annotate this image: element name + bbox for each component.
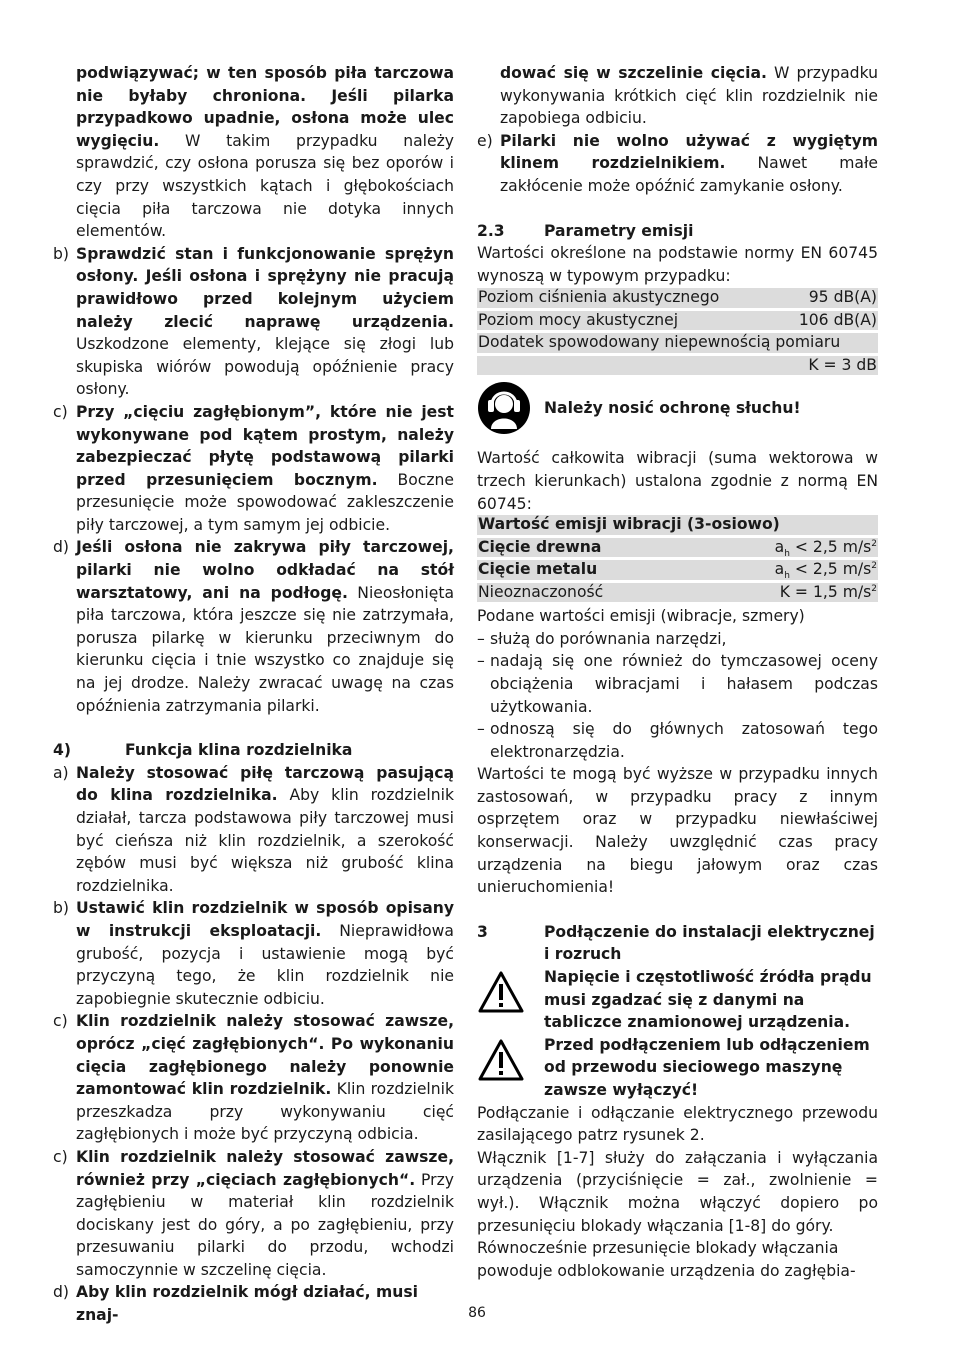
hearing-protection-icon [477, 381, 531, 442]
list-item: – odnoszą się do głównych zatosowań tego elektronarzędzia. [477, 720, 878, 761]
list-item-c: c) Przy „cięciu zagłębionym”, które nie jest wykonywane pod kątem prostym, należy zabezpieczać płytę podstawową pilarki przed przesunięciem bocznym. Boczne przesunięcie może spowodować zakleszczenie piły tarczowej, a tym samym jej odbicie. [53, 402, 455, 534]
noise-table [477, 288, 878, 375]
table-row: Poziom mocy akustycznej 106 dB(A) [478, 310, 877, 329]
continued-paragraph-right: dować się w szczelinie cięcia. W przypadku wykonywania krótkich cięć klin rozdzielnik nie zapobiega odbiciu. [500, 64, 878, 128]
after-dashes-paragraph: Wartości te mogą być wyższe w przypadku innych zastosowań, w przypadku pracy z innym osprzętem oraz w przypadku niewłaściwej konserwacji. Należy uwzględnić czas pracy urządzenia na biegu jałowym oraz czas unieruchomienia! [477, 765, 878, 897]
list-item-c3: c) Klin rozdzielnik należy stosować zawsze, również przy „cięciach zagłębionych“. Przy zagłębieniu w materiał klin rozdzielnik dociskany jest do góry, a po zagłębieniu, przy przesuwaniu pilarki do przodu, wchodzi samoczynnie w szczelinę cięcia. [53, 1147, 454, 1279]
list-item: – nadają się one również do tymczasowej oceny obciążenia wibracjami i hałasem podczas użytkowania. [477, 652, 878, 716]
warning-triangle-icon [477, 1038, 525, 1089]
right-column [477, 62, 878, 1282]
list-item: – służą do porównania narzędzi, [477, 629, 727, 648]
list-item-c2: c) Klin rozdzielnik należy stosować zawsze, oprócz „cięć zagłębionych“. Po wykonaniu cięcia zagłębionego należy ponownie zamontować klin rozdzielnik. Klin rozdzielnik przeszkadza przy wykonywaniu cięć zagłębionych i może być przyczyną odbicia. [53, 1012, 454, 1144]
table-row: K = 3 dB [477, 356, 878, 376]
page-number: 86 [468, 1305, 486, 1321]
table-row: Poziom ciśnienia akustycznego 95 dB(A) [478, 288, 877, 307]
hearing-protection-notice: Należy nosić ochronę słuchu! [477, 381, 878, 439]
list-item-b2: b) Ustawić klin rozdzielnik w sposób opisany w instrukcji eksploatacji. Nieprawidłowa grubość, pozycja i ustawienie mogą być przyczyną tego, że klin rozdzielnik nie zapobiegnie skutecznie odbiciu. [53, 899, 454, 1008]
vibration-intro: Wartość całkowita wibracji (suma wektorowa w trzech kierunkach) ustalona zgodnie z normą EN 60745: [477, 449, 878, 513]
emission-intro: Wartości określone na podstawie normy EN 60745 wynoszą w typowym przypadku: [477, 244, 878, 285]
section-heading-4: 4) Funkcja klina rozdzielnika [53, 741, 353, 760]
vibration-table [477, 515, 878, 602]
connect-paragraph: Podłączanie i odłączanie elektrycznego przewodu zasilającego patrz rysunek 2. [477, 1103, 878, 1145]
warning-triangle-icon [477, 970, 525, 1021]
continued-paragraph: podwiązywać; w ten sposób piła tarczowa nie byłaby chroniona. Jeśli pilarka przypadkowo upadnie, osłona może ulec wygięciu. W takim przypadku należy sprawdzić, czy osłona porusza się bez oporów i czy przy wszystkich kątach i głębokościach cięcia piła tarczowa nie dotyka innych elementów. [76, 64, 454, 241]
table-row: Wartość emisji wibracji (3-osiowo) [477, 515, 878, 535]
table-row: Cięcie metalu $a_h < 2,5$ $m/s^2$ [478, 560, 877, 582]
table-row: Cięcie drewna $a_h < 2,5$ $m/s^2$ [478, 537, 877, 559]
given-values: Podane wartości emisji (wibracje, szmery) [477, 607, 805, 626]
warning-disconnect: Przed podłączeniem lub odłączeniem od przewodu sieciowego maszynę zawsze wyłączyć! [477, 1034, 878, 1102]
left-column [53, 62, 454, 1327]
list-item-b: b) Sprawdzić stan i funkcjonowanie sprężyn osłony. Jeśli osłona i sprężyny nie pracują prawidłowo przed kolejnym użyciem należy zlecić naprawę urządzenia. Uszkodzone elementy, klejące się złogi lub skupiska wiórów powodują opóźnienie pracy osłony. [53, 244, 454, 399]
warning-voltage: Napięcie i częstotliwość źródła prądu musi zgadzać się z danymi na tabliczce znamionowej urządzenia. [477, 966, 878, 1034]
list-item-d: d) Jeśli osłona nie zakrywa piły tarczowej, pilarki nie wolno odkładać na stół warsztatowy, ani na podłogę. Nieosłonięta piła tarczowa, która jeszcze się nie zatrzymała, porusza pilarkę w kierunku przeciwnym do kierunku cięcia i tnie wszystko co znajduje się na jej drodze. Należy zwracać uwagę na czas opóźnienia zatrzymania pilarki. [53, 538, 454, 715]
section-heading-3: 3 Podłączenie do instalacji elektrycznej i rozruch [477, 922, 875, 964]
list-item-d2: d) Aby klin rozdzielnik mógł działać, musi znaj- [53, 1283, 418, 1325]
list-item-a: a) Należy stosować piłę tarczową pasującą do klina rozdzielnika. Aby klin rozdzielnik działał, tarcza podstawowa piły tarczowej musi być cieńsza niż klin rozdzielnik, a szerokość zębów musi być większa niż grubość klina rozdzielnika. [53, 763, 454, 895]
list-item-e: e) Pilarki nie wolno używać z wygiętym klinem rozdzielnikiem. Nawet małe zakłócenie może opóźnić zamykanie osłony. [477, 131, 878, 195]
switch-paragraph: Włącznik [1-7] służy do załączania i wyłączania urządzenia (przyciśnięcie = zał., zwolnienie = wył.). Włącznik można włączyć dopiero po przesunięciu blokady włączania [1-8] do góry. [477, 1148, 878, 1235]
table-row: Nieoznaczoność K = 1,5 $m/s^2$ [478, 582, 877, 601]
simult-paragraph: Równocześnie przesunięcie blokady włączania powoduje odblokowanie urządzenia do zagłębia- [477, 1239, 856, 1280]
section-heading-2-3: 2.3 Parametry emisji [477, 221, 694, 240]
table-row: Dodatek spowodowany niepewnością pomiaru [477, 333, 878, 353]
